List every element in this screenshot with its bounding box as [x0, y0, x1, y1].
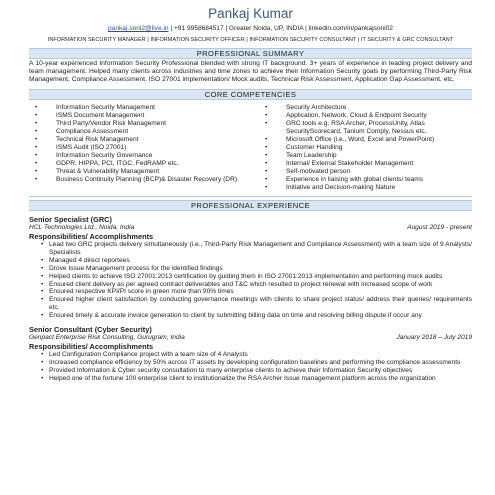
- competency-item: [265, 160, 472, 168]
- bullet-icon: •: [35, 167, 38, 175]
- competency-label: Initiative and Decision-making Nature: [286, 183, 396, 191]
- responsibility-item: • Ensured respective KPI/PI score in green more than 90% times: [29, 288, 472, 296]
- section-heading-competencies: CORE COMPETENCIES: [29, 89, 472, 100]
- responsibility-item: • Lead two GRC projects delivery simultaneously (i.e., Third-Party Risk Management and Compliance Assessment) with a team size of 9 Analysts/ Specialists: [29, 241, 472, 257]
- responsibility-item: • Helped one of the fortune 100 enterprise client to institutionalize the RSA Archer Issue management platform across the organization: [29, 375, 472, 383]
- bullet-icon: •: [35, 175, 38, 183]
- job-company: Genpact Enterprise Risk Consulting, Gurugram, India: [29, 334, 185, 342]
- competencies-right-column: [265, 104, 472, 191]
- job-title: Senior Consultant (Cyber Security): [29, 325, 152, 335]
- competency-label: Microsoft Office (i.e., Word, Excel and PowerPoint): [286, 136, 435, 144]
- competency-item: [265, 136, 472, 144]
- responsibility-item: • Increased compliance efficiency by 50% across IT assets by developing configuration baselines and performing the compliance assessments: [29, 359, 472, 367]
- competency-item: [265, 176, 472, 184]
- competency-item: [35, 144, 265, 152]
- competency-item: [35, 152, 265, 160]
- competency-item: [265, 104, 472, 112]
- competency-label: Experience in liaising with global clients/ teams: [286, 175, 424, 183]
- competency-label: GRC tools e.g. RSA Archer, ProcessUnity, Atlas SecurityScorecard, Tanium Comply, Nessus etc.: [286, 120, 427, 136]
- summary-text: A 10-year experienced Information Security Professional blended with strong IT background. 3+ years of experience in leading project delivery and team management. Helped many clients across industries and time zones to achieve their Information Security goals by performing Third-Party Risk Management, Compliance Assessment, ISO 27001 implementation/ Mock audits, Technical Risk Assessment, Application Gap Assessment, etc.: [29, 60, 472, 84]
- competency-label: Self-motivated person: [286, 167, 351, 175]
- job-entry: [29, 215, 472, 321]
- competencies-list: [29, 104, 472, 191]
- bullet-icon: •: [35, 120, 38, 128]
- responsibility-item: • Ensured client delivery as per agreed contract deliverables and T&C which resulted to project renewal with increased scope of work: [29, 281, 472, 289]
- responsibilities-list: [29, 241, 472, 321]
- contact-details: | +91 9958684517 | Greater Noida, UP, INDIA | linkedin.com/in/pankajsoni02: [168, 25, 393, 32]
- bullet-icon: •: [265, 112, 268, 120]
- competency-item: [265, 168, 472, 176]
- competency-label: Information Security Management: [56, 104, 155, 112]
- competency-label: Customer Handling: [286, 144, 343, 152]
- responsibilities-heading: Responsibilities/ Accomplishments: [29, 231, 154, 241]
- responsibility-item: • Led Configuration Compliance project with a team size of 4 Analysts: [29, 351, 472, 359]
- responsibility-item: • Helped clients to achieve ISO 27001:2013 certification by guiding them in ISO 27001:2013 implementation and performing mock audits: [29, 273, 472, 281]
- job-meta: [29, 334, 472, 342]
- bullet-icon: •: [35, 112, 38, 120]
- section-heading-summary: PROFESSIONAL SUMMARY: [29, 48, 472, 59]
- bullet-icon: •: [35, 159, 38, 167]
- competency-item: [35, 112, 265, 120]
- bullet-icon: •: [265, 144, 268, 152]
- bullet-icon: •: [265, 104, 268, 112]
- competency-label: Team Leadership: [286, 152, 337, 159]
- competency-item: [35, 128, 265, 136]
- competency-label: ISMS Document Management: [56, 112, 145, 120]
- bullet-icon: •: [265, 183, 268, 191]
- competency-item: [265, 144, 472, 152]
- competency-item: [265, 152, 472, 160]
- competency-label: Third Party/Vendor Risk Management: [56, 120, 166, 128]
- competency-label: GDPR, HIPPA, PCI, ITGC, FedRAMP etc.: [56, 159, 179, 167]
- experience-list: [29, 215, 472, 383]
- responsibility-item: • Ensured higher client satisfaction by conducting governance meetings with clients to share project status/ address their queries/ requirements etc.: [29, 296, 472, 312]
- job-dates: January 2018 – July 2019: [396, 334, 472, 342]
- contact-line: [29, 25, 472, 33]
- bullet-icon: •: [35, 104, 38, 112]
- responsibility-item: • Provided Information & Cyber security consultation to many enterprise clients to achieve their Information Security objectives: [29, 367, 472, 375]
- competency-item: [35, 168, 265, 176]
- job-meta: [29, 224, 472, 232]
- competency-item: [35, 176, 265, 184]
- competency-label: Information Security Governance: [56, 152, 153, 159]
- bullet-icon: •: [35, 136, 38, 144]
- bullet-icon: •: [265, 136, 268, 144]
- competency-label: Technical Risk Management: [56, 136, 139, 144]
- bullet-icon: •: [35, 144, 38, 152]
- responsibilities-list: [29, 351, 472, 383]
- responsibilities-heading: Responsibilities/ Accomplishments: [29, 342, 154, 352]
- competencies-left-column: [29, 104, 265, 191]
- bullet-icon: •: [35, 128, 38, 136]
- competency-label: Threat & Vulnerability Management: [56, 167, 160, 175]
- bullet-icon: •: [265, 120, 268, 128]
- competency-item: [265, 184, 472, 192]
- responsibility-item: • Ensured timely & accurate invoice generation to client by submitting billing data on time and resolving billing dispute if occur any: [29, 312, 472, 320]
- competency-item: [265, 120, 472, 136]
- job-dates: August 2019 - present: [407, 223, 472, 231]
- competency-label: Application, Network, Cloud & Endpoint Security: [286, 112, 427, 120]
- divider: [29, 196, 472, 197]
- competency-item: [35, 120, 265, 128]
- bullet-icon: •: [265, 152, 268, 159]
- competency-label: Security Architecture: [286, 104, 347, 112]
- job-title: Senior Specialist (GRC): [29, 214, 112, 224]
- bullet-icon: •: [265, 175, 268, 183]
- role-titles: INFORMATION SECURITY MANAGER | INFORMATION SECURITY OFFICER | INFORMATION SECURITY CONSULTANT | IT SECURITY & GRC CONSULTANT: [47, 37, 454, 43]
- competency-item: [35, 136, 265, 144]
- bullet-icon: •: [35, 152, 38, 159]
- email-link[interactable]: pankaj.soni2@live.in: [108, 25, 169, 32]
- competency-label: ISMS Audit (ISO 27001): [56, 144, 127, 152]
- competency-item: [265, 112, 472, 120]
- responsibility-item: • Drove Issue Management process for the identified findings: [29, 265, 472, 273]
- job-company: HCL Technologies Ltd., Noida, India: [29, 223, 135, 231]
- bullet-icon: •: [265, 167, 268, 175]
- competency-label: Compliance Assessment: [56, 128, 129, 136]
- bullet-icon: •: [265, 159, 268, 167]
- competency-item: [35, 160, 265, 168]
- candidate-name: Pankaj Kumar: [208, 6, 293, 21]
- job-entry: [29, 325, 472, 383]
- competency-item: [35, 104, 265, 112]
- section-heading-experience: PROFESSIONAL EXPERIENCE: [29, 200, 472, 211]
- responsibility-item: • Managed 4 direct reportees: [29, 257, 472, 265]
- competency-label: Business Continuity Planning (BCP)& Disaster Recovery (DR): [56, 175, 238, 183]
- competency-label: Internal/ External Stakeholder Management: [286, 159, 414, 167]
